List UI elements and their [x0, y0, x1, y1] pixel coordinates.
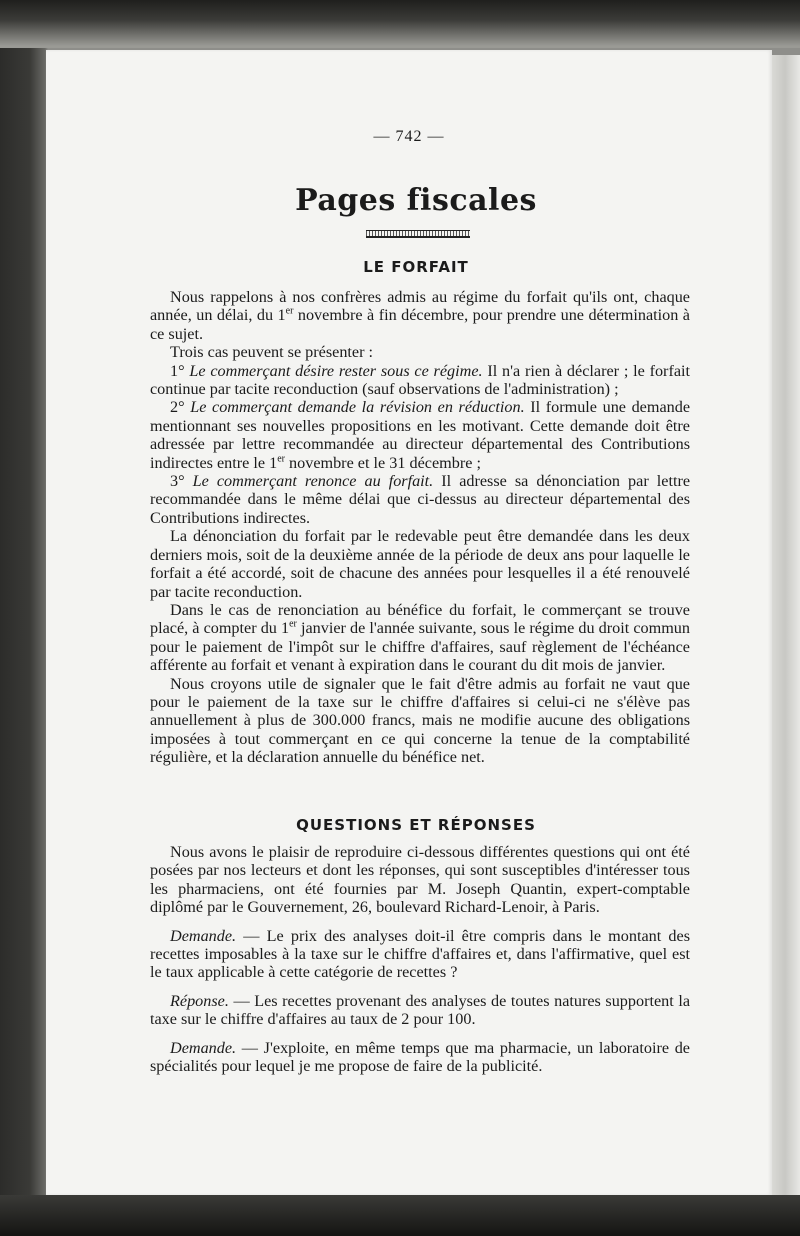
title-rule	[366, 230, 470, 238]
question-1-text: — Le prix des analyses doit-il être compris dans le montant des recettes imposables à la taxe sur le chiffre d'affaires et, dans l'affirmative, quel est le taux applicable à cette catégorie de recettes ?	[150, 926, 690, 982]
question-1-label: Demande.	[170, 926, 237, 945]
forfait-renonciation: Dans le cas de renonciation au bénéfice du forfait, le commerçant se trouve placé, à compter du 1er janvier de l'année suivante, sous le régime du droit commun pour le paiement de l'impôt sur le chiffre d'affaires, sauf règlement de l'échéance afférente au forfait et venant à expiration dans le courant du dit mois de janvier.	[150, 600, 690, 675]
forfait-case-2	[150, 398, 690, 472]
case-3-title: Le commerçant renonce au forfait.	[192, 472, 434, 491]
answer-1-label: Réponse.	[170, 991, 229, 1010]
page-title: Pages fiscales	[295, 183, 537, 218]
questions-body	[150, 843, 690, 1075]
document-page	[46, 50, 772, 1195]
case-1-text: Il n'a rien à déclarer ; le forfait continue par tacite reconduction (sauf observations de l'administration) ;	[150, 361, 691, 399]
forfait-case-1	[150, 362, 690, 399]
questions-intro: Nous avons le plaisir de reproduire ci-dessous différentes questions qui ont été posées par nos lecteurs et dont les réponses, qui sont susceptibles d'intéresser tous les pharmaciens, ont été fournies par M. Joseph Quantin, expert-comptable diplômé par le Gouvernement, 26, boulevard Richard-Lenoir, à Paris.	[150, 843, 690, 917]
question-1	[150, 927, 690, 982]
case-1-title: Le commerçant désire rester sous ce régime.	[189, 361, 483, 380]
case-2-number: 2°	[170, 398, 185, 417]
forfait-cases-intro: Trois cas peuvent se présenter :	[170, 343, 374, 362]
case-3-text: Il adresse sa dénonciation par lettre recommandée dans le même délai que ci-dessus au directeur départemental des Contributions indirectes.	[150, 472, 691, 527]
page-number: — 742 —	[373, 128, 445, 145]
case-1-number: 1°	[170, 361, 185, 380]
forfait-intro: Nous rappelons à nos confrères admis au régime du forfait qu'ils ont, chaque année, un délai, du 1er novembre à fin décembre, pour prendre une détermination à ce sujet.	[150, 288, 690, 343]
question-2-label: Demande.	[170, 1038, 237, 1057]
scan-bottom-border	[0, 1195, 800, 1236]
forfait-signaler: Nous croyons utile de signaler que le fait d'être admis au forfait ne vaut que pour le paiement de la taxe sur le chiffre d'affaires si celui-ci ne s'élève pas annuellement à plus de 300.000 francs, mais ne modifie aucune des obligations imposées à tout commerçant en ce qui concerne la tenue de la comptabilité régulière, et la déclaration annuelle du bénéfice net.	[150, 674, 690, 767]
question-2-text: — J'exploite, en même temps que ma pharmacie, un laboratoire de spécialités pour lequel je me propose de faire de la publicité.	[150, 1038, 690, 1076]
case-2-text: Il formule une demande mentionnant ses nouvelles propositions en les motivant. Cette demande doit être adressée par lettre recommandée au directeur départemental des Contributions indirectes entre le 1er novembre et le 31 décembre ;	[150, 398, 691, 472]
case-2-title: Le commerçant demande la révision en réduction.	[190, 398, 525, 417]
answer-1	[150, 992, 690, 1029]
forfait-denonciation: La dénonciation du forfait par le redevable peut être demandée dans les deux derniers mois, soit de la deuxième année de la période de deux ans pour laquelle le forfait a été accordé, soit de chacune des années pour lesquelles il a été renouvelé par tacite reconduction.	[150, 527, 690, 601]
answer-1-text: — Les recettes provenant des analyses de toutes natures supportent la taxe sur le chiffre d'affaires au taux de 2 pour 100.	[150, 991, 691, 1029]
forfait-case-3	[150, 472, 690, 527]
question-2	[150, 1039, 690, 1076]
scan-top-border	[0, 0, 800, 48]
case-3-number: 3°	[170, 472, 185, 491]
section-heading-forfait: LE FORFAIT	[363, 258, 469, 276]
section-heading-questions: QUESTIONS ET RÉPONSES	[296, 816, 536, 834]
forfait-body	[150, 288, 690, 767]
